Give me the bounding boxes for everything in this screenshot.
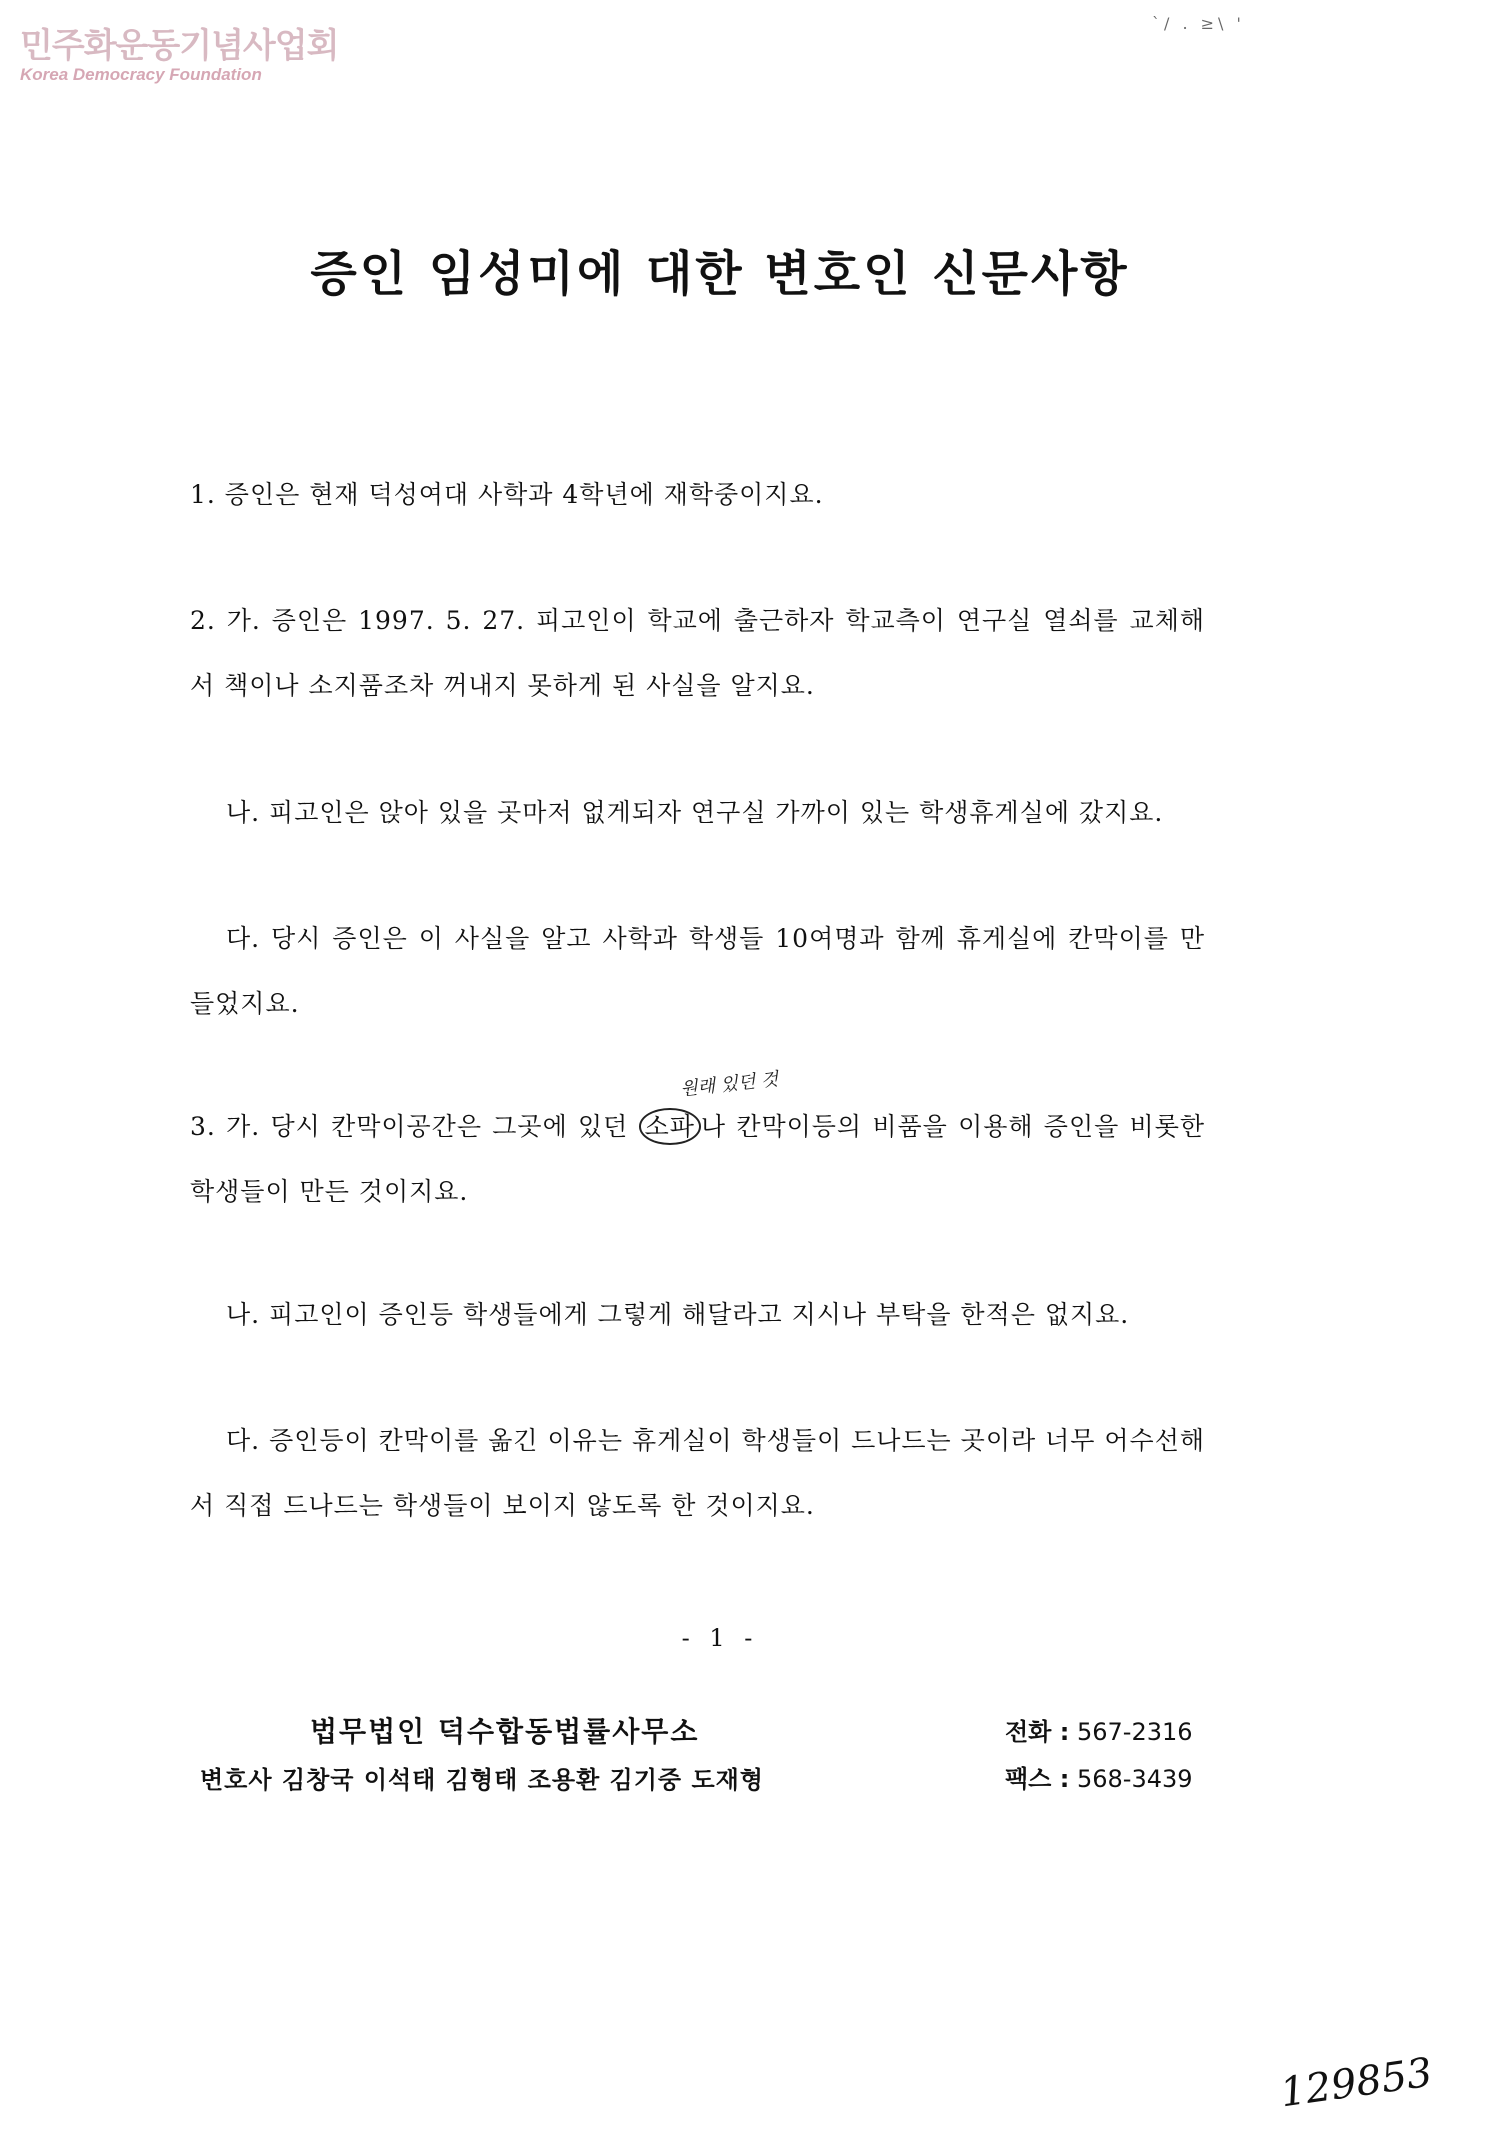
watermark-english: Korea Democracy Foundation [20, 65, 262, 84]
question-3-b: 나. 피고인이 증인등 학생들에게 그렇게 해달라고 지시나 부탁을 한적은 없지요. [226, 1300, 1130, 1329]
question-2-c: 다. 당시 증인은 이 사실을 알고 사학과 학생들 10여명과 함께 휴게실에 칸막이를 만들었지요. [190, 924, 1205, 1018]
fax-label: 팩스 : [1005, 1765, 1070, 1793]
firm-name: 법무법인 덕수합동법률사무소 [310, 1715, 700, 1748]
circled-word: 소파 [639, 1108, 701, 1145]
watermark-korean: 민주화운동기념사업회 [20, 26, 339, 66]
fax-number: 568-3439 [1076, 1765, 1193, 1793]
law-firm-block [200, 1710, 764, 1795]
corner-handwritten-mark: `/ . ≥\ ' [1152, 14, 1245, 33]
phone-row [1005, 1712, 1193, 1747]
question-3-a-start: 3. 가. 당시 칸막이공간은 그곳에 있던 [190, 1112, 639, 1141]
phone-number: 567-2316 [1076, 1718, 1193, 1746]
contact-block [1005, 1712, 1193, 1806]
foundation-watermark [20, 18, 338, 85]
handwritten-document-number: 129853 [1277, 2049, 1436, 2117]
lawyer-list: 변호사 김창국 이석태 김형태 조용환 김기중 도재형 [200, 1766, 764, 1794]
question-2-a: 2. 가. 증인은 1997. 5. 27. 피고인이 학교에 출근하자 학교측이 연구실 열쇠를 교체해서 책이나 소지품조차 꺼내지 못하게 된 사실을 알지요. [190, 606, 1205, 700]
page-number: - 1 - [681, 1624, 759, 1652]
document-title: 증인 임성미에 대한 변호인 신문사항 [310, 246, 1130, 302]
fax-row [1005, 1759, 1193, 1794]
phone-label: 전화 : [1005, 1718, 1070, 1746]
question-3-a-end: 나 칸막이등의 비품을 이용해 증인을 비롯한 학생들이 만든 것이지요. [190, 1112, 1205, 1206]
question-2-b: 나. 피고인은 앉아 있을 곳마저 없게되자 연구실 가까이 있는 학생휴게실에 갔지요. [226, 798, 1164, 827]
question-3-c: 다. 증인등이 칸막이를 옮긴 이유는 휴게실이 학생들이 드나드는 곳이라 너무 어수선해서 직접 드나드는 학생들이 보이지 않도록 한 것이지요. [190, 1426, 1205, 1520]
question-3-a [190, 1094, 1205, 1224]
question-1: 1. 증인은 현재 덕성여대 사학과 4학년에 재학중이지요. [190, 480, 824, 509]
handwritten-annotation: 원래 있던 것 [679, 1068, 780, 1101]
